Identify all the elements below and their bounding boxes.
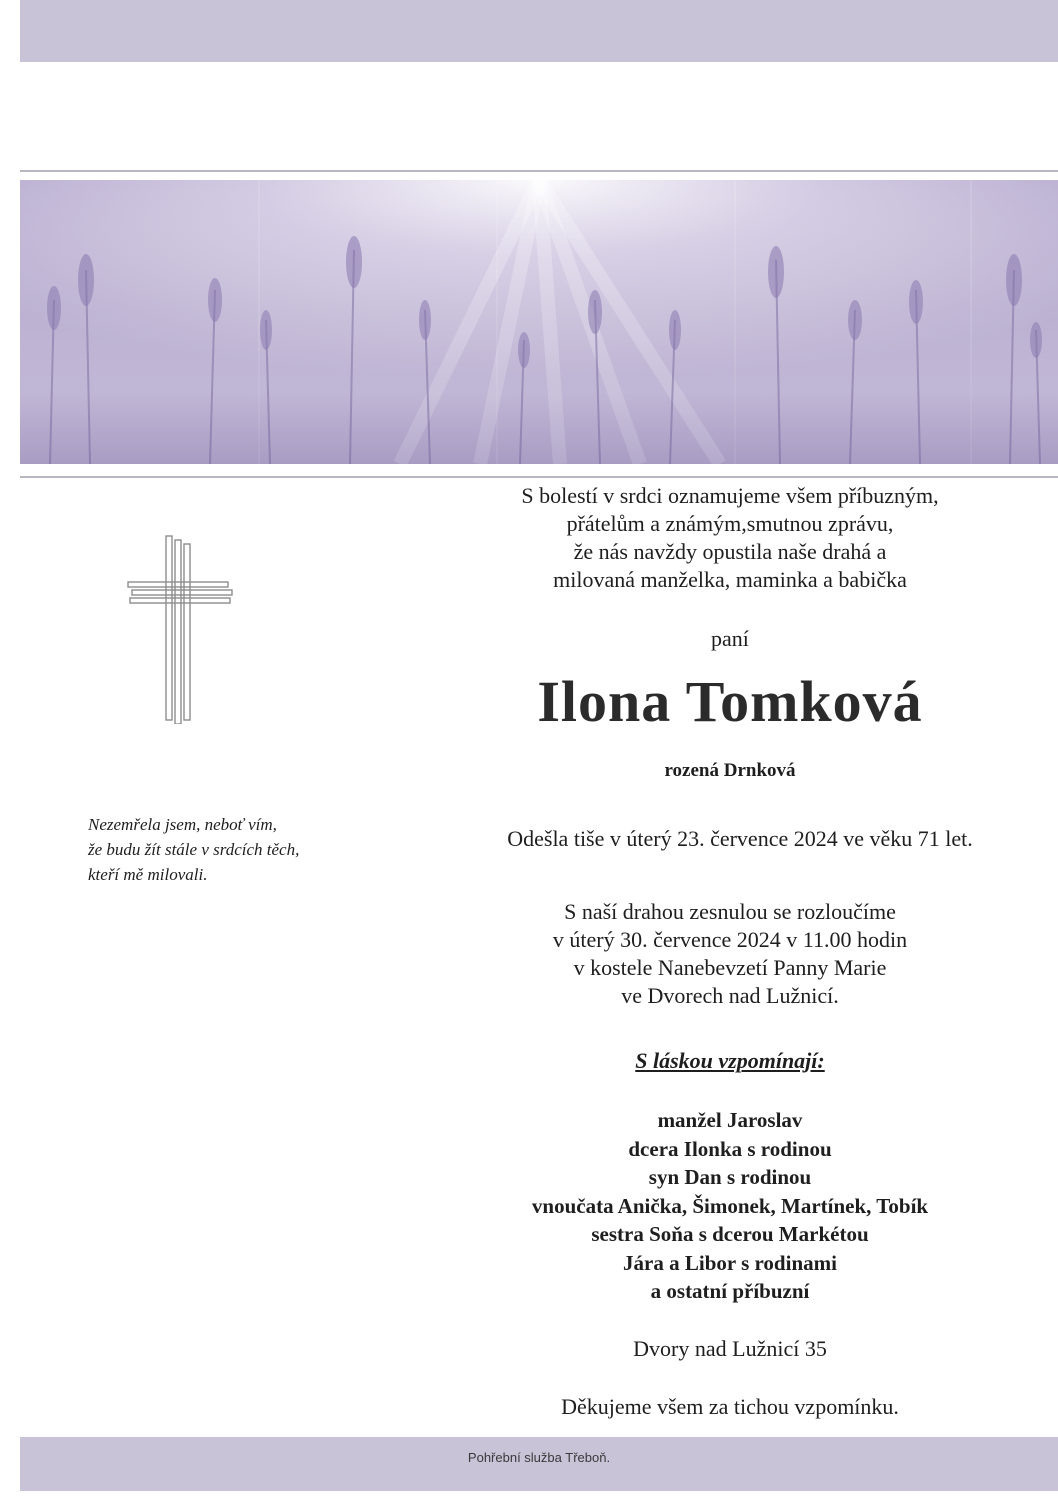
top-divider (20, 170, 1058, 172)
intro-line: přátelům a známým,smutnou zprávu, (566, 511, 894, 536)
mourner-item: vnoučata Anička, Šimonek, Martínek, Tobík (531, 1193, 929, 1218)
memorial-quote (88, 812, 388, 887)
farewell-line: S naší drahou zesnulou se rozloučíme (564, 899, 896, 924)
mourners-list (420, 1106, 1040, 1306)
title-prefix: paní (711, 626, 749, 651)
intro-line: že nás navždy opustila naše drahá a (573, 539, 887, 564)
thanks-line: Děkujeme všem za tichou vzpomínku. (561, 1394, 899, 1419)
intro-text (420, 482, 1040, 594)
farewell-line: v úterý 30. července 2024 v 11.00 hodin (552, 927, 908, 952)
family-address: Dvory nad Lužnicí 35 (633, 1336, 827, 1361)
top-decorative-band (20, 0, 1058, 62)
lavender-banner-image (20, 180, 1058, 464)
mourner-item: syn Dan s rodinou (648, 1165, 812, 1189)
lavender-field-illustration (20, 180, 1058, 464)
bottom-divider (20, 476, 1058, 478)
mourner-item: dcera Ilonka s rodinou (628, 1136, 832, 1161)
farewell-details (420, 898, 1040, 1010)
death-date-line: Odešla tiše v úterý 23. července 2024 ve věku 71 let. (507, 826, 973, 851)
mourner-item: sestra Soňa s dcerou Markétou (591, 1222, 869, 1246)
intro-line: S bolestí v srdci oznamujeme všem příbuzným, (521, 483, 939, 508)
cross-icon (126, 532, 236, 724)
quote-line: že budu žít stále v srdcích těch, (88, 840, 300, 859)
farewell-line: ve Dvorech nad Lužnicí. (621, 983, 839, 1008)
mourner-item: a ostatní příbuzní (650, 1279, 810, 1303)
quote-line: kteří mě milovali. (88, 865, 208, 884)
deceased-name: Ilona Tomková (537, 669, 923, 734)
quote-line: Nezemřela jsem, neboť vím, (88, 815, 277, 834)
funeral-service-name: Pohřební služba Třeboň. (467, 1450, 611, 1465)
remember-heading: S láskou vzpomínají: (635, 1048, 825, 1073)
mourner-item: manžel Jaroslav (657, 1108, 803, 1132)
maiden-name: rozená Drnková (664, 760, 796, 781)
farewell-line: v kostele Nanebevzetí Panny Marie (573, 955, 887, 980)
mourner-item: Jára a Libor s rodinami (623, 1250, 837, 1275)
intro-line: milovaná manželka, maminka a babička (553, 567, 907, 592)
